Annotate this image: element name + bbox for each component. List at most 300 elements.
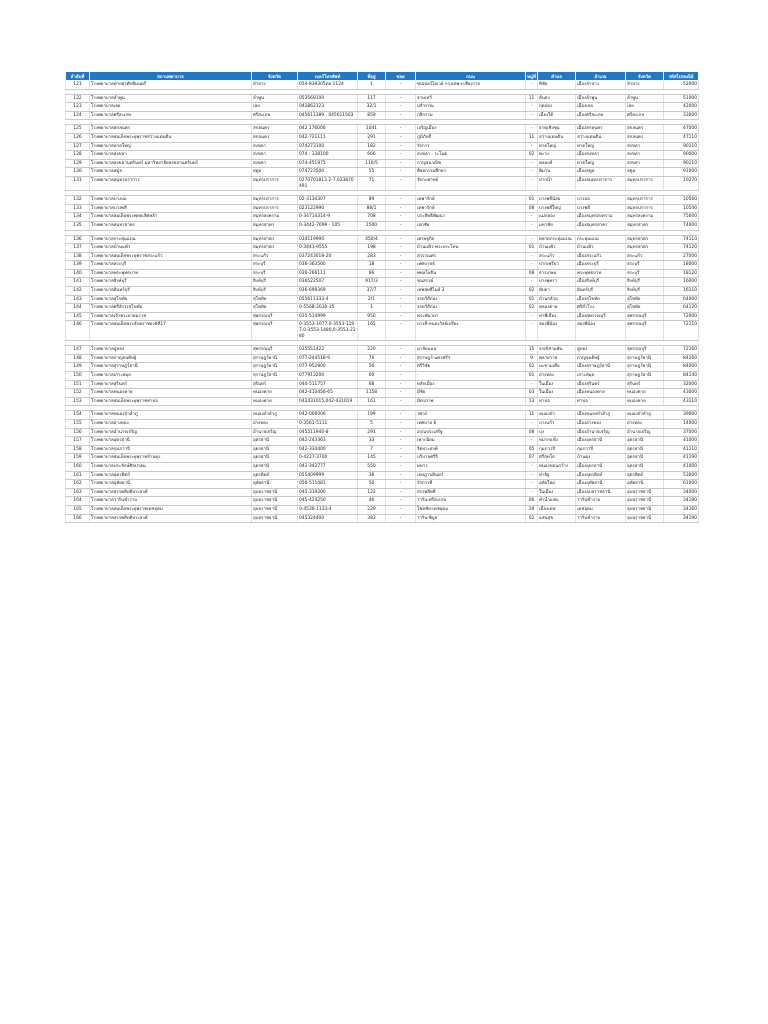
cell-hospital[interactable]: โรงพยาบาลกระทุ่มแบน <box>90 235 252 244</box>
cell-district[interactable]: เมืองสมุทรสงคราม <box>576 213 626 222</box>
cell-district[interactable]: อินทร์บุรี <box>576 287 626 296</box>
cell-subdistrict[interactable]: สระแก้ว <box>538 252 576 261</box>
cell-road[interactable]: ซุปเปอร์ไฮเวย์ กรุงเทพฯ-เชียงราย <box>416 81 526 90</box>
cell-postal-code[interactable]: 41190 <box>664 454 699 463</box>
cell-province[interactable]: สระแก้ว <box>252 252 298 261</box>
cell-road[interactable]: วศวง์ <box>416 411 526 420</box>
cell-moo[interactable]: 11 <box>526 94 538 103</box>
cell-soi[interactable]: - <box>386 514 416 523</box>
cell-moo[interactable]: - <box>526 103 538 112</box>
cell-moo[interactable]: 08 <box>526 428 538 437</box>
cell-postal-code[interactable]: 74120 <box>664 244 699 253</box>
cell-road[interactable]: สุวรรณศร <box>416 252 526 261</box>
cell-address[interactable]: 1 <box>358 81 386 90</box>
cell-address[interactable]: 46 <box>358 497 386 506</box>
cell-district[interactable]: เมืองสกลนคร <box>576 125 626 134</box>
cell-soi[interactable]: - <box>386 497 416 506</box>
cell-moo[interactable]: 01 <box>526 196 538 205</box>
cell-soi[interactable]: - <box>386 462 416 471</box>
cell-index[interactable]: 121 <box>66 81 90 90</box>
cell-postal-code[interactable]: 84140 <box>664 372 699 381</box>
cell-index[interactable]: 135 <box>66 221 90 230</box>
cell-phone[interactable]: 055611333-4 <box>298 295 358 304</box>
cell-index[interactable]: 151 <box>66 380 90 389</box>
cell-district[interactable]: เมืองอุบลราชธานี <box>576 488 626 497</box>
cell-province[interactable]: สุโขทัย <box>252 304 298 313</box>
cell-postal-code[interactable]: 16000 <box>664 278 699 287</box>
cell-district[interactable]: หาดใหญ่ <box>576 142 626 151</box>
cell-address[interactable]: 198 <box>358 244 386 253</box>
cell-soi[interactable]: - <box>386 204 416 213</box>
cell-soi[interactable]: - <box>386 168 416 177</box>
cell-index[interactable]: 133 <box>66 204 90 213</box>
cell-index[interactable]: 134 <box>66 213 90 222</box>
cell-province-2[interactable]: สมุทรสาคร <box>626 244 664 253</box>
cell-province-2[interactable]: อุดรธานี <box>626 454 664 463</box>
cell-moo[interactable]: - <box>526 462 538 471</box>
cell-district[interactable]: ท่าบ่อ <box>576 397 626 406</box>
cell-soi[interactable]: - <box>386 295 416 304</box>
cell-district[interactable]: เมืองอุดรธานี <box>576 462 626 471</box>
cell-moo[interactable]: - <box>526 221 538 230</box>
cell-soi[interactable]: - <box>386 380 416 389</box>
cell-postal-code[interactable]: 16110 <box>664 287 699 296</box>
cell-province-2[interactable]: สมุทรปราการ <box>626 176 664 190</box>
cell-road[interactable]: วาริน-พิบูล <box>416 514 526 523</box>
cell-moo[interactable]: - <box>526 213 538 222</box>
cell-phone[interactable]: 077913200 <box>298 372 358 381</box>
cell-index[interactable]: 163 <box>66 488 90 497</box>
cell-district[interactable]: เมืองอุทัยธานี <box>576 480 626 489</box>
cell-soi[interactable]: - <box>386 321 416 341</box>
cell-province[interactable]: สระบุรี <box>252 269 298 278</box>
cell-hospital[interactable]: โรงพยาบาลค่ายสุรศักดิ์มนตรี <box>90 81 252 90</box>
cell-hospital[interactable]: โรงพยาบาลอ่างทอง <box>90 419 252 428</box>
cell-road[interactable]: เจริญเมือง <box>416 125 526 134</box>
cell-province-2[interactable]: สงขลา <box>626 159 664 168</box>
cell-hospital[interactable]: โรงพยาบาลอุทัยธานี <box>90 480 252 489</box>
cell-hospital[interactable]: โรงพยาบาลสมเด็จพระพุทธเลิศหล้า <box>90 213 252 222</box>
cell-moo[interactable]: - <box>526 278 538 287</box>
cell-province[interactable]: หนองบัวลำภู <box>252 411 298 420</box>
cell-phone[interactable]: 045-319200 <box>298 488 358 497</box>
cell-postal-code[interactable]: 64000 <box>664 295 699 304</box>
cell-province-2[interactable]: สิงห์บุรี <box>626 278 664 287</box>
cell-subdistrict[interactable]: สว่างแดนดิน <box>538 133 576 142</box>
cell-postal-code[interactable]: 43000 <box>664 389 699 398</box>
cell-road[interactable]: พระพันวษา <box>416 312 526 321</box>
cell-subdistrict[interactable]: คอหงส์ <box>538 159 576 168</box>
cell-phone[interactable]: 074723500 <box>298 168 358 177</box>
cell-index[interactable]: 147 <box>66 346 90 355</box>
cell-province-2[interactable]: สกลนคร <box>626 133 664 142</box>
cell-district[interactable]: วารินชำราบ <box>576 497 626 506</box>
cell-hospital[interactable]: โรงพยาบาลศรีสังวรสุโขทัย <box>90 304 252 313</box>
cell-postal-code[interactable]: 42000 <box>664 103 699 112</box>
cell-phone[interactable]: 0-3441-9555 <box>298 244 358 253</box>
cell-index[interactable]: 126 <box>66 133 90 142</box>
cell-address[interactable]: 37/7 <box>358 287 386 296</box>
cell-road[interactable]: ศัลยกรรมศึกษา <box>416 168 526 177</box>
cell-address[interactable]: 283 <box>358 252 386 261</box>
cell-soi[interactable]: - <box>386 287 416 296</box>
cell-moo[interactable]: 06 <box>526 497 538 506</box>
cell-address[interactable]: 708 <box>358 213 386 222</box>
cell-district[interactable]: เมืองสิงห์บุรี <box>576 278 626 287</box>
cell-road[interactable]: เอกชัย <box>416 221 526 230</box>
cell-province-2[interactable]: สมุทรปราการ <box>626 204 664 213</box>
cell-postal-code[interactable]: 37000 <box>664 428 699 437</box>
cell-phone[interactable]: 045-424250 <box>298 497 358 506</box>
cell-province-2[interactable]: ลำปาง <box>626 81 664 90</box>
cell-road[interactable]: เศรษฐกิจ <box>416 235 526 244</box>
cell-moo[interactable]: 15 <box>526 346 538 355</box>
cell-soi[interactable]: - <box>386 437 416 446</box>
cell-province-2[interactable]: สระแก้ว <box>626 252 664 261</box>
cell-postal-code[interactable]: 34190 <box>664 497 699 506</box>
cell-address[interactable]: 122 <box>358 488 386 497</box>
cell-postal-code[interactable]: 34160 <box>664 505 699 514</box>
cell-province[interactable]: สระบุรี <box>252 261 298 270</box>
cell-address[interactable]: 291 <box>358 428 386 437</box>
cell-postal-code[interactable]: 43110 <box>664 397 699 406</box>
cell-index[interactable]: 145 <box>66 312 90 321</box>
cell-province-2[interactable]: สิงห์บุรี <box>626 287 664 296</box>
cell-phone[interactable]: 0-34714314-9 <box>298 213 358 222</box>
cell-road[interactable]: ขุนสรรค์ <box>416 278 526 287</box>
cell-province-2[interactable]: อุตรดิตถ์ <box>626 471 664 480</box>
cell-address[interactable]: 89 <box>358 196 386 205</box>
header-phone[interactable]: เบอร์โทรศัพท์ <box>298 72 358 81</box>
cell-postal-code[interactable]: 75000 <box>664 213 699 222</box>
cell-province-2[interactable]: สมุทรปราการ <box>626 196 664 205</box>
cell-index[interactable]: 160 <box>66 462 90 471</box>
cell-province-2[interactable]: สงขลา <box>626 142 664 151</box>
cell-subdistrict[interactable]: บางพลีน้อย <box>538 196 576 205</box>
cell-address[interactable]: 229 <box>358 505 386 514</box>
cell-moo[interactable]: 02 <box>526 151 538 160</box>
cell-subdistrict[interactable]: แสนสุข <box>538 514 576 523</box>
cell-province[interactable]: อุบลราชธานี <box>252 505 298 514</box>
cell-index[interactable]: 142 <box>66 287 90 296</box>
cell-moo[interactable]: 19 <box>526 505 538 514</box>
cell-subdistrict[interactable]: ในเมือง <box>538 488 576 497</box>
cell-address[interactable]: 110/5 <box>358 159 386 168</box>
cell-subdistrict[interactable]: ตลาดกระทุ่มแบน <box>538 235 576 244</box>
cell-subdistrict[interactable]: หนองขอนกว้าง <box>538 462 576 471</box>
cell-district[interactable]: เมืองสงขลา <box>576 151 626 160</box>
cell-index[interactable]: 155 <box>66 419 90 428</box>
cell-subdistrict[interactable]: คำน้ำแซบ <box>538 497 576 506</box>
cell-soi[interactable]: - <box>386 221 416 230</box>
cell-phone[interactable]: 023122990 <box>298 204 358 213</box>
cell-address[interactable]: 38 <box>358 471 386 480</box>
cell-phone[interactable]: 044-511757 <box>298 380 358 389</box>
cell-district[interactable]: เมืองหนองบัวลำภู <box>576 411 626 420</box>
cell-hospital[interactable]: โรงพยาบาลสกลนคร <box>90 125 252 134</box>
cell-postal-code[interactable]: 64120 <box>664 304 699 313</box>
cell-subdistrict[interactable]: ต้นธง <box>538 94 576 103</box>
cell-moo[interactable]: 02 <box>526 363 538 372</box>
cell-index[interactable]: 123 <box>66 103 90 112</box>
cell-subdistrict[interactable]: บางพลีใหญ่ <box>538 204 576 213</box>
cell-district[interactable]: บ้านดุง <box>576 454 626 463</box>
cell-moo[interactable]: - <box>526 312 538 321</box>
cell-soi[interactable]: - <box>386 346 416 355</box>
cell-subdistrict[interactable]: บางแก้ว <box>538 419 576 428</box>
cell-district[interactable]: บางพลี <box>576 204 626 213</box>
cell-district[interactable]: เมืองสุราษฎร์ธานี <box>576 363 626 372</box>
cell-address[interactable]: 117 <box>358 94 386 103</box>
cell-province[interactable]: สมุทรปราการ <box>252 204 298 213</box>
cell-province-2[interactable]: สุโขทัย <box>626 295 664 304</box>
cell-province-2[interactable]: อุบลราชธานี <box>626 505 664 514</box>
cell-address[interactable]: 1 <box>358 304 386 313</box>
cell-hospital[interactable]: โรงพยาบาลสมุทรสาคร <box>90 221 252 230</box>
cell-index[interactable]: 144 <box>66 304 90 313</box>
cell-district[interactable]: เดชอุดม <box>576 505 626 514</box>
cell-subdistrict[interactable]: ในเมือง <box>538 380 576 389</box>
cell-hospital[interactable]: โรงพยาบาลสตูล <box>90 168 252 177</box>
cell-phone[interactable]: 0-4536-1133-4 <box>298 505 358 514</box>
cell-road[interactable]: จามเทวี <box>416 94 526 103</box>
cell-province[interactable]: อ่างทอง <box>252 419 298 428</box>
cell-moo[interactable]: - <box>526 81 538 90</box>
cell-province[interactable]: ลำปาง <box>252 81 298 90</box>
cell-province[interactable]: อุตรดิตถ์ <box>252 471 298 480</box>
cell-province[interactable]: หนองคาย <box>252 397 298 406</box>
cell-district[interactable]: เมืองสมุทรสาคร <box>576 221 626 230</box>
cell-postal-code[interactable]: 33000 <box>664 111 699 120</box>
cell-province[interactable]: สุพรรณบุรี <box>252 321 298 341</box>
cell-road[interactable]: มาลัยแมน <box>416 346 526 355</box>
cell-road[interactable]: โชคชัย-เดชอุดม <box>416 505 526 514</box>
cell-index[interactable]: 165 <box>66 505 90 514</box>
cell-road[interactable]: บ้านแพ้ว-พระประโทน <box>416 244 526 253</box>
cell-index[interactable]: 152 <box>66 389 90 398</box>
cell-index[interactable]: 125 <box>66 125 90 134</box>
cell-hospital[interactable]: โรงพยาบาลสระบุรี <box>90 261 252 270</box>
cell-moo[interactable]: - <box>526 142 538 151</box>
cell-province-2[interactable]: อุดรธานี <box>626 462 664 471</box>
cell-subdistrict[interactable]: ท่าพี่เลี้ยง <box>538 312 576 321</box>
cell-subdistrict[interactable]: หนองบัว <box>538 411 576 420</box>
cell-phone[interactable]: 042-721111 <box>298 133 358 142</box>
cell-road[interactable]: พหลโยธิน <box>416 269 526 278</box>
header-province-2[interactable]: จังหวัด <box>626 72 664 81</box>
cell-soi[interactable]: - <box>386 389 416 398</box>
cell-road[interactable]: ประสิทธิ์พัฒนา <box>416 213 526 222</box>
cell-address[interactable]: 55 <box>358 168 386 177</box>
cell-road[interactable]: จรดวิถีถ่อง <box>416 295 526 304</box>
cell-province[interactable]: สมุทรสงคราม <box>252 213 298 222</box>
cell-road[interactable]: สุราษฎร์-นครศรีฯ <box>416 354 526 363</box>
cell-phone[interactable]: 035-514999 <box>298 312 358 321</box>
cell-subdistrict[interactable]: มหาชัย <box>538 221 576 230</box>
cell-soi[interactable]: - <box>386 269 416 278</box>
cell-phone[interactable]: 0-3442-7099 - 105 <box>298 221 358 230</box>
cell-postal-code[interactable]: 47000 <box>664 125 699 134</box>
cell-province[interactable]: สมุทรปราการ <box>252 196 298 205</box>
cell-index[interactable]: 159 <box>66 454 90 463</box>
cell-road[interactable]: - <box>416 372 526 381</box>
cell-soi[interactable]: - <box>386 244 416 253</box>
cell-postal-code[interactable]: 52000 <box>664 81 699 90</box>
cell-phone[interactable]: 056-511081 <box>298 480 358 489</box>
cell-soi[interactable]: - <box>386 103 416 112</box>
cell-index[interactable]: 127 <box>66 142 90 151</box>
cell-subdistrict[interactable]: พลายวาส <box>538 354 576 363</box>
cell-province[interactable]: สมุทรปราการ <box>252 176 298 190</box>
header-postal-code[interactable]: รหัสไปรษณีย์ <box>664 72 699 81</box>
cell-district[interactable]: เมืองอุตรดิตถ์ <box>576 471 626 480</box>
cell-soi[interactable]: - <box>386 372 416 381</box>
cell-road[interactable]: มลิวรรณ <box>416 103 526 112</box>
cell-district[interactable]: กาญจนดิษฐ์ <box>576 354 626 363</box>
cell-district[interactable]: ศรีสำโรง <box>576 304 626 313</box>
cell-moo[interactable]: 11 <box>526 133 538 142</box>
cell-phone[interactable]: 036-699369 <box>298 287 358 296</box>
cell-soi[interactable]: - <box>386 419 416 428</box>
cell-index[interactable]: 129 <box>66 159 90 168</box>
cell-province-2[interactable]: ลำพูน <box>626 94 664 103</box>
cell-subdistrict[interactable]: ในเมือง <box>538 389 576 398</box>
cell-index[interactable]: 132 <box>66 196 90 205</box>
cell-road[interactable]: สงขลา - ระโนด <box>416 151 526 160</box>
cell-address[interactable]: 33 <box>358 437 386 446</box>
cell-moo[interactable]: - <box>526 168 538 177</box>
cell-soi[interactable]: - <box>386 213 416 222</box>
cell-district[interactable]: เมืองสุรินทร์ <box>576 380 626 389</box>
cell-province-2[interactable]: สกลนคร <box>626 125 664 134</box>
cell-hospital[interactable]: โรงพยาบาลสุรินทร์ <box>90 380 252 389</box>
cell-index[interactable]: 128 <box>66 151 90 160</box>
cell-phone[interactable]: 0-3553-1077,0-3553-1197,0-3553-1480,0-3553-2280 <box>298 321 358 341</box>
cell-address[interactable]: 86 <box>358 269 386 278</box>
cell-province[interactable]: อุบลราชธานี <box>252 514 298 523</box>
cell-address[interactable]: 76 <box>358 354 386 363</box>
cell-postal-code[interactable]: 72160 <box>664 346 699 355</box>
cell-postal-code[interactable]: 41110 <box>664 445 699 454</box>
cell-province-2[interactable]: อุดรธานี <box>626 437 664 446</box>
cell-subdistrict[interactable]: บ้านแพ้ว <box>538 244 576 253</box>
cell-postal-code[interactable]: 84160 <box>664 354 699 363</box>
cell-index[interactable]: 166 <box>66 514 90 523</box>
cell-subdistrict[interactable]: ปากน้ำ <box>538 176 576 190</box>
cell-phone[interactable]: 0-4227-3700 <box>298 454 358 463</box>
cell-road[interactable]: จิตประสงค์ <box>416 445 526 454</box>
cell-postal-code[interactable]: 34190 <box>664 514 699 523</box>
cell-phone[interactable]: 053569100 <box>298 94 358 103</box>
cell-hospital[interactable]: โรงพยาบาลหนองบัวลำภู <box>90 411 252 420</box>
cell-postal-code[interactable]: 10270 <box>664 176 699 190</box>
cell-phone[interactable]: 045511940-8 <box>298 428 358 437</box>
cell-postal-code[interactable]: 34000 <box>664 488 699 497</box>
cell-district[interactable]: วารินชำราบ <box>576 514 626 523</box>
cell-subdistrict[interactable]: ธาตุเชิงชุม <box>538 125 576 134</box>
cell-soi[interactable]: - <box>386 505 416 514</box>
cell-soi[interactable]: - <box>386 304 416 313</box>
cell-road[interactable]: บางลี่-หนองวัลย์เปรียง <box>416 321 526 341</box>
cell-address[interactable]: 32/1 <box>358 103 386 112</box>
cell-phone[interactable]: 074273100 <box>298 142 358 151</box>
cell-address[interactable]: 199 <box>358 411 386 420</box>
cell-subdistrict[interactable]: เมืองใต้ <box>538 111 576 120</box>
cell-soi[interactable]: - <box>386 81 416 90</box>
cell-phone[interactable]: 036522507 <box>298 278 358 287</box>
cell-hospital[interactable]: โรงพยาบาลสมเด็จพระยุพราชบ้านดุง <box>90 454 252 463</box>
cell-soi[interactable]: - <box>386 252 416 261</box>
cell-road[interactable]: เทพารักษ์ <box>416 204 526 213</box>
cell-hospital[interactable]: โรงพยาบาลประจักษ์ศิลปาคม <box>90 462 252 471</box>
cell-district[interactable]: พระพุทธบาท <box>576 269 626 278</box>
cell-hospital[interactable]: โรงพยาบาลสุโขทัย <box>90 295 252 304</box>
cell-subdistrict[interactable]: จรเข้สามพัน <box>538 346 576 355</box>
cell-phone[interactable]: 0-3561-5111 <box>298 419 358 428</box>
cell-moo[interactable]: - <box>526 480 538 489</box>
cell-hospital[interactable]: โรงพยาบาลลำพูน <box>90 94 252 103</box>
cell-district[interactable]: เมืองสมุทรปราการ <box>576 176 626 190</box>
cell-hospital[interactable]: โรงพยาบาลวารินชำราบ <box>90 497 252 506</box>
cell-province[interactable]: สุโขทัย <box>252 295 298 304</box>
cell-phone[interactable]: 045324400 <box>298 514 358 523</box>
cell-soi[interactable]: - <box>386 159 416 168</box>
cell-province-2[interactable]: อ่างทอง <box>626 419 664 428</box>
cell-subdistrict[interactable]: ทับยา <box>538 287 576 296</box>
cell-postal-code[interactable]: 41000 <box>664 462 699 471</box>
cell-province-2[interactable]: สุราษฎร์ธานี <box>626 354 664 363</box>
cell-province-2[interactable]: เลย <box>626 103 664 112</box>
cell-hospital[interactable]: โรงพยาบาลสรรพสิทธิประสงค์ <box>90 488 252 497</box>
cell-moo[interactable]: - <box>526 488 538 497</box>
cell-soi[interactable]: - <box>386 354 416 363</box>
cell-moo[interactable]: 08 <box>526 269 538 278</box>
cell-road[interactable]: เทพสุทธิ์ไมล์ 2 <box>416 287 526 296</box>
cell-address[interactable]: 56 <box>358 363 386 372</box>
cell-province[interactable]: สงขลา <box>252 159 298 168</box>
cell-road[interactable]: ทหาร <box>416 462 526 471</box>
cell-province-2[interactable]: สุพรรณบุรี <box>626 321 664 341</box>
header-index[interactable]: ลำดับที่ <box>66 72 90 81</box>
cell-road[interactable]: หลักเมือง <box>416 380 526 389</box>
cell-index[interactable]: 140 <box>66 269 90 278</box>
cell-phone[interactable]: 042 176000 <box>298 125 358 134</box>
cell-province[interactable]: อุบลราชธานี <box>252 497 298 506</box>
cell-soi[interactable]: - <box>386 278 416 287</box>
cell-hospital[interactable]: โรงพยาบาลกาญจนดิษฐ์ <box>90 354 252 363</box>
cell-hospital[interactable]: โรงพยาบาลสงขลานครินทร์ มหาวิทยาลัยสงขลานครินทร์ <box>90 159 252 168</box>
cell-postal-code[interactable]: 39000 <box>664 411 699 420</box>
cell-subdistrict[interactable]: บางพุทรา <box>538 278 576 287</box>
cell-province-2[interactable]: สมุทรสงคราม <box>626 213 664 222</box>
cell-hospital[interactable]: โรงพยาบาลสมุทรปราการ <box>90 176 252 190</box>
cell-soi[interactable]: - <box>386 480 416 489</box>
header-soi[interactable]: ซอย <box>386 72 416 81</box>
cell-index[interactable]: 164 <box>66 497 90 506</box>
cell-road[interactable]: สรรพสิทธิ์ <box>416 488 526 497</box>
cell-index[interactable]: 157 <box>66 437 90 446</box>
cell-province[interactable]: อุบลราชธานี <box>252 488 298 497</box>
cell-moo[interactable]: - <box>526 176 538 190</box>
cell-province[interactable]: อุดรธานี <box>252 445 298 454</box>
cell-address[interactable]: 550 <box>358 462 386 471</box>
cell-soi[interactable]: - <box>386 363 416 372</box>
cell-province-2[interactable]: อำนาจเจริญ <box>626 428 664 437</box>
cell-postal-code[interactable]: 72110 <box>664 321 699 341</box>
cell-province-2[interactable]: สงขลา <box>626 151 664 160</box>
cell-hospital[interactable]: โรงพยาบาลหาดใหญ่ <box>90 142 252 151</box>
cell-province[interactable]: สุราษฎร์ธานี <box>252 372 298 381</box>
